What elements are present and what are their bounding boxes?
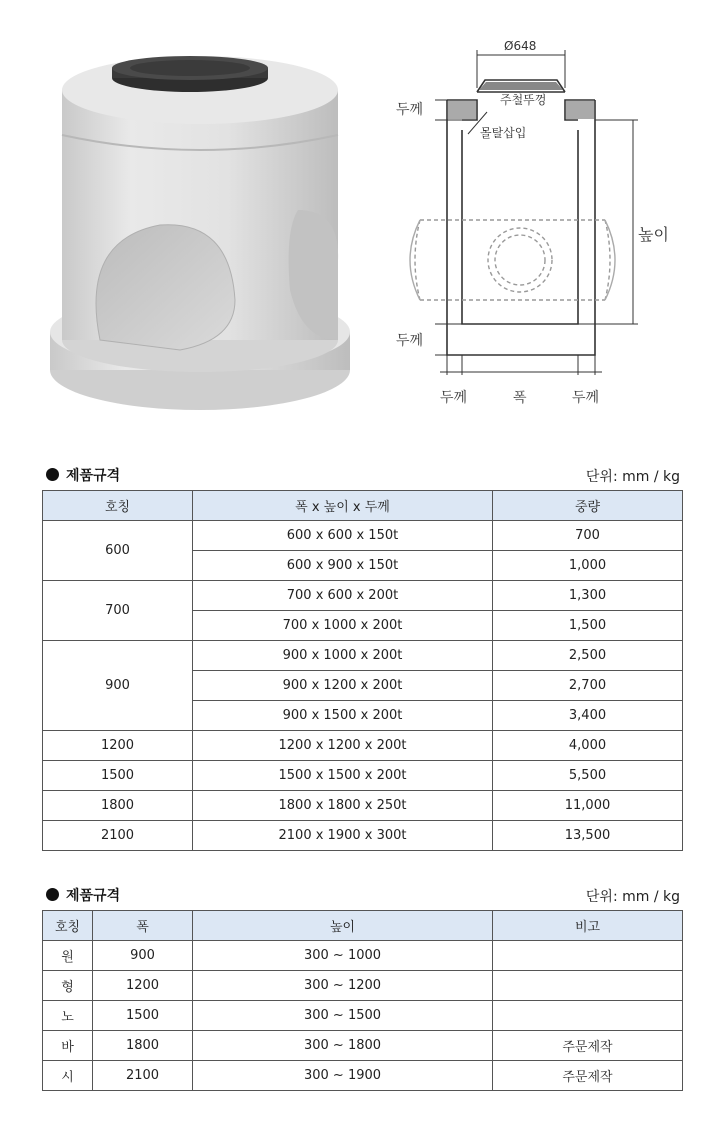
header-width: 폭 xyxy=(93,911,193,941)
section-title: 제품규격 xyxy=(66,888,121,904)
remarks-cell: 주문제작 xyxy=(493,1031,683,1061)
height-cell: 300 ~ 1200 xyxy=(193,971,493,1001)
width-cell: 1800 xyxy=(93,1031,193,1061)
thickness-label-bottom: 두께 xyxy=(396,333,424,349)
table-row xyxy=(43,641,683,671)
dimension-cell: 700 x 600 x 200t xyxy=(193,581,493,611)
dimension-cell: 900 x 1500 x 200t xyxy=(193,701,493,731)
width-cell: 900 xyxy=(93,941,193,971)
cover-label: 주철뚜껑 xyxy=(500,93,547,107)
weight-cell: 3,400 xyxy=(493,701,683,731)
dimension-cell: 1200 x 1200 x 200t xyxy=(193,731,493,761)
table-row xyxy=(43,761,683,791)
table-row xyxy=(43,971,683,1001)
bullet-icon xyxy=(46,468,59,481)
nominal-cell: 700 xyxy=(43,581,193,641)
nominal-cell: 600 xyxy=(43,521,193,581)
height-cell: 300 ~ 1000 xyxy=(193,941,493,971)
weight-cell: 2,700 xyxy=(493,671,683,701)
height-cell: 300 ~ 1800 xyxy=(193,1031,493,1061)
diameter-label: Ø648 xyxy=(504,39,537,53)
remarks-cell xyxy=(493,971,683,1001)
width-cell: 1200 xyxy=(93,971,193,1001)
section-title: 제품규격 xyxy=(66,468,121,484)
spec-table-1 xyxy=(42,490,683,851)
table-row xyxy=(43,581,683,611)
weight-cell: 5,500 xyxy=(493,761,683,791)
weight-cell: 2,500 xyxy=(493,641,683,671)
dimension-cell: 600 x 900 x 150t xyxy=(193,551,493,581)
height-cell: 300 ~ 1900 xyxy=(193,1061,493,1091)
remarks-cell xyxy=(493,1001,683,1031)
nominal-cell: 2100 xyxy=(43,821,193,851)
dimension-cell: 700 x 1000 x 200t xyxy=(193,611,493,641)
table-row xyxy=(43,1061,683,1091)
remarks-cell xyxy=(493,941,683,971)
table-row xyxy=(43,731,683,761)
table-row xyxy=(43,1001,683,1031)
header-remarks: 비고 xyxy=(493,911,683,941)
nominal-char-cell: 바 xyxy=(43,1031,93,1061)
thickness-label-left: 두께 xyxy=(440,390,468,406)
height-label: 높이 xyxy=(638,225,669,244)
product-photo xyxy=(40,40,360,420)
unit-note: 단위: mm / kg xyxy=(585,889,680,905)
nominal-char-cell: 시 xyxy=(43,1061,93,1091)
nominal-cell: 900 xyxy=(43,641,193,731)
header-nominal: 호칭 xyxy=(43,491,193,521)
mortar-label: 몰탈삽입 xyxy=(480,126,527,140)
nominal-char-cell: 원 xyxy=(43,941,93,971)
dimension-cell: 900 x 1200 x 200t xyxy=(193,671,493,701)
section-header-1 xyxy=(44,464,682,486)
bullet-icon xyxy=(46,888,59,901)
spec-table-2 xyxy=(42,910,683,1091)
weight-cell: 700 xyxy=(493,521,683,551)
section-header-2 xyxy=(44,884,682,906)
thickness-label-right: 두께 xyxy=(572,390,600,406)
nominal-cell: 1200 xyxy=(43,731,193,761)
weight-cell: 1,000 xyxy=(493,551,683,581)
unit-note: 단위: mm / kg xyxy=(585,469,680,485)
manhole-section-diagram xyxy=(380,30,680,420)
nominal-char-cell: 형 xyxy=(43,971,93,1001)
header-weight: 중량 xyxy=(493,491,683,521)
dimension-cell: 1800 x 1800 x 250t xyxy=(193,791,493,821)
width-label: 폭 xyxy=(513,390,527,406)
height-cell: 300 ~ 1500 xyxy=(193,1001,493,1031)
dimension-cell: 2100 x 1900 x 300t xyxy=(193,821,493,851)
weight-cell: 1,300 xyxy=(493,581,683,611)
nominal-cell: 1500 xyxy=(43,761,193,791)
weight-cell: 4,000 xyxy=(493,731,683,761)
table-row xyxy=(43,521,683,551)
width-cell: 1500 xyxy=(93,1001,193,1031)
table-row xyxy=(43,1031,683,1061)
dimension-cell: 600 x 600 x 150t xyxy=(193,521,493,551)
header-height: 높이 xyxy=(193,911,493,941)
weight-cell: 13,500 xyxy=(493,821,683,851)
thickness-label-top: 두께 xyxy=(396,102,424,118)
remarks-cell: 주문제작 xyxy=(493,1061,683,1091)
width-cell: 2100 xyxy=(93,1061,193,1091)
weight-cell: 1,500 xyxy=(493,611,683,641)
table-row xyxy=(43,791,683,821)
table-row xyxy=(43,821,683,851)
nominal-char-cell: 노 xyxy=(43,1001,93,1031)
dimension-cell: 900 x 1000 x 200t xyxy=(193,641,493,671)
dimension-cell: 1500 x 1500 x 200t xyxy=(193,761,493,791)
header-nominal: 호칭 xyxy=(43,911,93,941)
nominal-cell: 1800 xyxy=(43,791,193,821)
table-row xyxy=(43,941,683,971)
weight-cell: 11,000 xyxy=(493,791,683,821)
header-dimensions: 폭 x 높이 x 두께 xyxy=(193,491,493,521)
